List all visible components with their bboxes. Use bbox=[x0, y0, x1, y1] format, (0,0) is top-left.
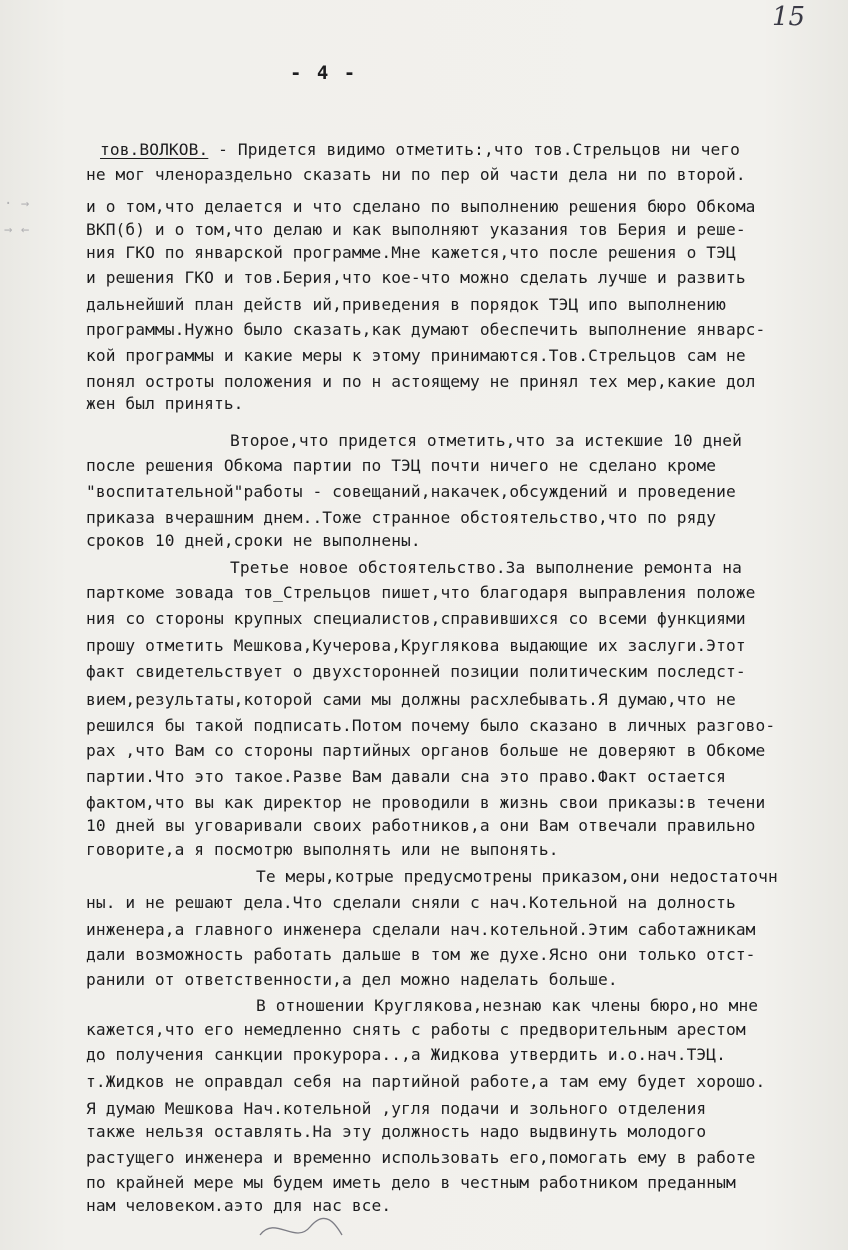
text-line: решился бы такой подписать.Потом почему было сказано в личных разгово- bbox=[86, 716, 776, 735]
text-line: Третье новое обстоятельство.За выполнение ремонта на bbox=[230, 558, 742, 577]
text-line: ВКП(б) и о том,что делаю и как выполняют указания тов Берия и реше- bbox=[86, 220, 746, 239]
margin-mark: · → bbox=[4, 196, 38, 212]
text-line: сроков 10 дней,сроки не выполнены. bbox=[86, 531, 421, 550]
page-number: - 4 - bbox=[290, 62, 358, 84]
text-line: и решения ГКО и тов.Берия,что кое-что можно сделать лучше и развить bbox=[86, 268, 746, 287]
text-line: В отношении Круглякова,незнаю как члены бюро,но мне bbox=[256, 996, 759, 1015]
text-line: рах ,что Вам со стороны партийных органов больше не доверяют в Обкоме bbox=[86, 741, 766, 760]
text-line: вием,результаты,которой сами мы должны расхлебывать.Я думаю,что не bbox=[86, 690, 736, 709]
text-line: прошу отметить Мешкова,Кучерова,Круглякова выдающие их заслуги.Этот bbox=[86, 636, 746, 655]
text-line: приказа вчерашним днем..Тоже странное обстоятельство,что по ряду bbox=[86, 508, 717, 527]
text-line: ния со стороны крупных специалистов,справившихся со всеми функциями bbox=[86, 609, 746, 628]
text-line: "воспитательной"работы - совещаний,накачек,обсуждений и проведение bbox=[86, 482, 736, 501]
text-line: ны. и не решают дела.Что сделали сняли с нач.Котельной на долность bbox=[86, 893, 736, 912]
text-line: дали возможность работать дальше в том же духе.Ясно они только отст- bbox=[86, 945, 756, 964]
text-line: т.Жидков не оправдал себя на партийной работе,а там ему будет хорошо. bbox=[86, 1072, 766, 1091]
text-line: понял остроты положения и по н астоящему не принял тех мер,какие дол bbox=[86, 372, 756, 391]
text-line: также нельзя оставлять.На эту должность надо выдвинуть молодого bbox=[86, 1122, 707, 1141]
text-line: дальнейший план действ ий,приведения в порядок ТЭЦ ипо выполнению bbox=[86, 295, 726, 314]
margin-mark: → ← bbox=[4, 222, 38, 238]
text-line: Второе,что придется отметить,что за истекшие 10 дней bbox=[230, 431, 742, 450]
text-line: кой программы и какие меры к этому принимаются.Тов.Стрельцов сам не bbox=[86, 346, 746, 365]
text-line: партии.Что это такое.Разве Вам давали сна это право.Факт остается bbox=[86, 767, 726, 786]
text-line: не мог членораздельно сказать ни по пер ой части дела ни по второй. bbox=[86, 165, 746, 184]
text-line: Я думаю Мешкова Нач.котельной ,угля подачи и зольного отделения bbox=[86, 1099, 707, 1118]
text-line: ния ГКО по январской программе.Мне кажется,что после решения о ТЭЦ bbox=[86, 243, 736, 262]
text-line: парткоме зовада тов_Стрельцов пишет,что благодаря выправления положе bbox=[86, 583, 756, 602]
text-line: до получения санкции прокурора..,а Жидкова утвердить и.о.нач.ТЭЦ. bbox=[86, 1045, 726, 1064]
pen-flourish bbox=[250, 1205, 350, 1245]
text-line: инженера,а главного инженера сделали нач.котельной.Этим саботажникам bbox=[86, 920, 756, 939]
text-line: Те меры,котрые предусмотрены приказом,они недостаточн bbox=[256, 867, 778, 886]
archive-page-number: 15 bbox=[772, 2, 806, 32]
text-line: говорите,а я посмотрю выполнять или не выпонять. bbox=[86, 840, 559, 859]
text-line: 10 дней вы уговаривали своих работников,а они Вам отвечали правильно bbox=[86, 816, 756, 835]
text-line: нам человеком.аэто для нас все. bbox=[86, 1196, 392, 1215]
text-line: ранили от ответственности,а дел можно наделать больше. bbox=[86, 970, 618, 989]
text-line: жен был принять. bbox=[86, 394, 244, 413]
text-line bbox=[100, 140, 820, 160]
text-line: фактом,что вы как директор не проводили в жизнь свои приказы:в течени bbox=[86, 793, 766, 812]
text-line: программы.Нужно было сказать,как думают обеспечить выполнение январс- bbox=[86, 320, 766, 339]
speaker-name: тов.ВОЛКОВ. bbox=[100, 140, 209, 159]
line-text: - Придется видимо отметить:,что тов.Стрельцов ни чего bbox=[208, 140, 740, 159]
text-line: факт свидетельствует о двухсторонней позиции политическим последст- bbox=[86, 662, 746, 681]
text-line: кажется,что его немедленно снять с работы с предворительным арестом bbox=[86, 1020, 746, 1039]
text-line: после решения Обкома партии по ТЭЦ почти ничего не сделано кроме bbox=[86, 456, 717, 475]
text-line: по крайней мере мы будем иметь дело в честным работником преданным bbox=[86, 1173, 736, 1192]
text-line: растущего инженера и временно использовать его,помогать ему в работе bbox=[86, 1148, 756, 1167]
text-line: и о том,что делается и что сделано по выполнению решения бюро Обкома bbox=[86, 197, 756, 216]
